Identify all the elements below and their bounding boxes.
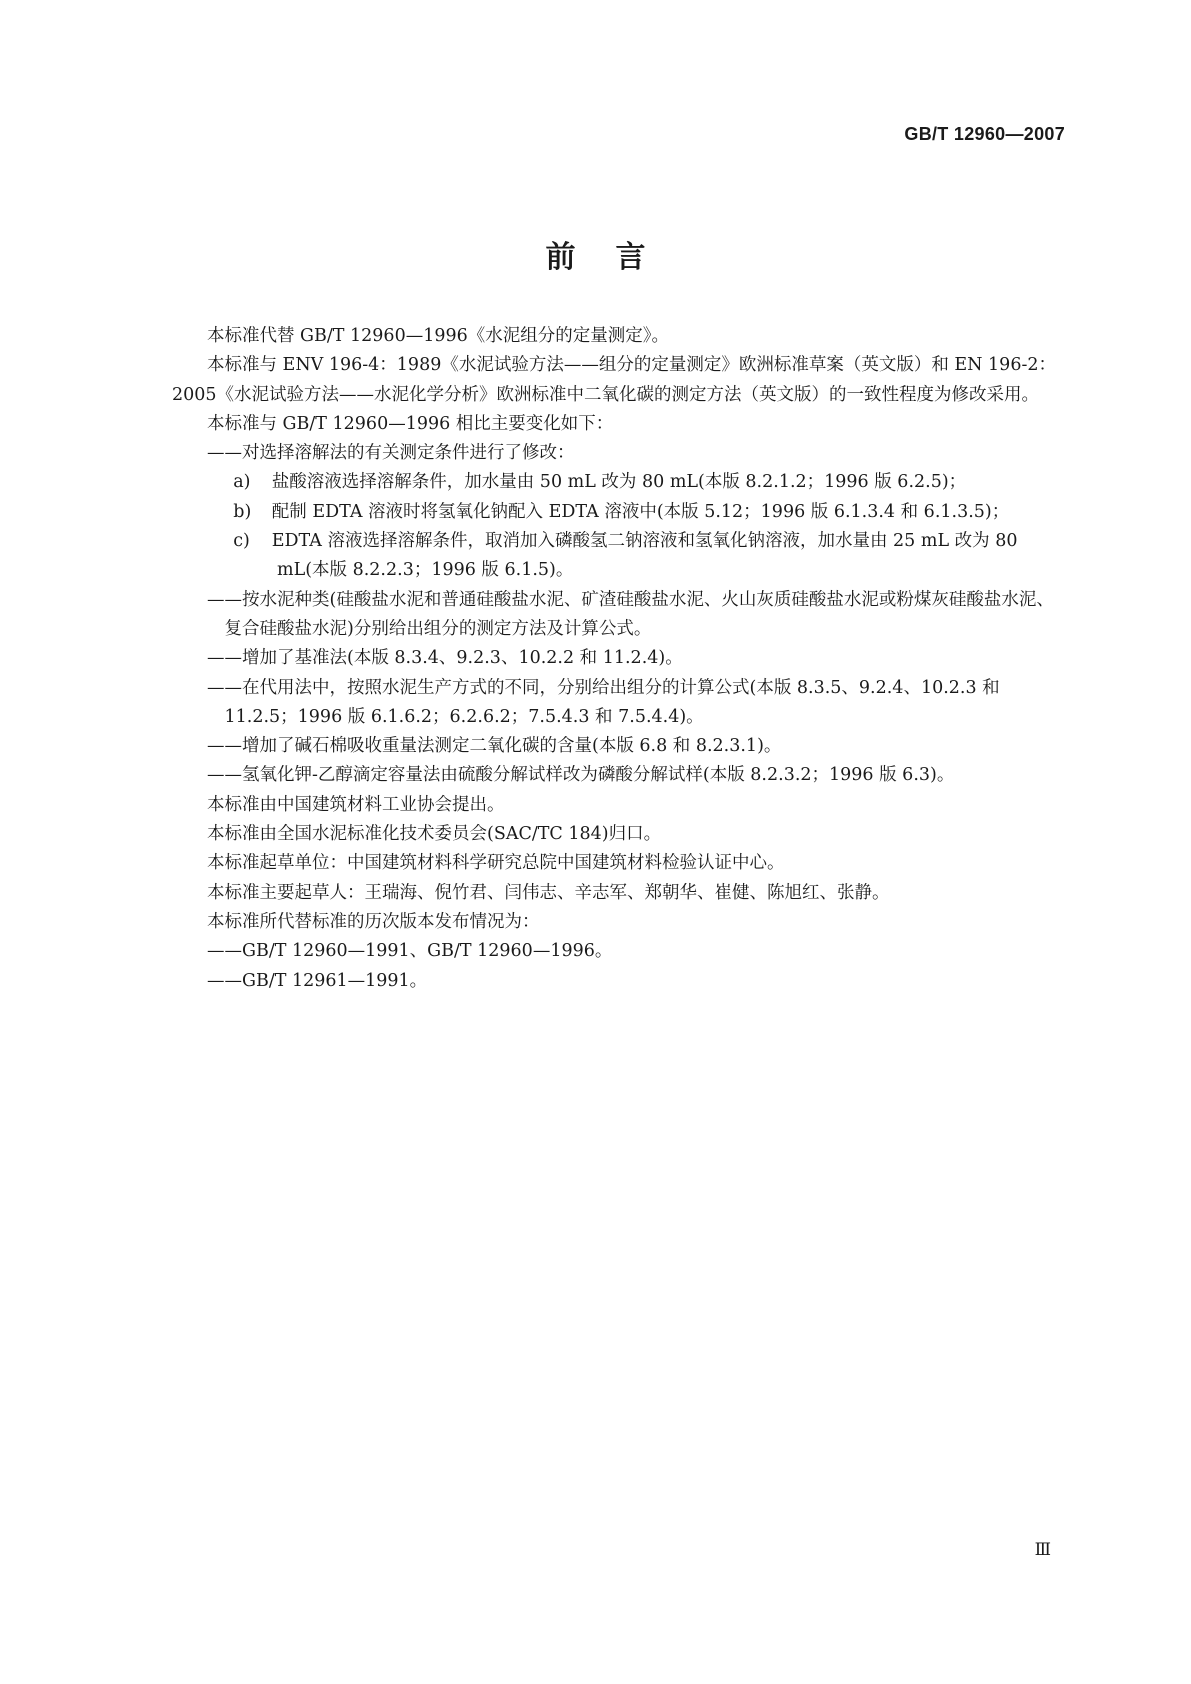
paragraph-proposer: 本标准由中国建筑材料工业协会提出。 — [207, 794, 505, 815]
change-item: ——增加了碱石棉吸收重量法测定二氧化碳的含量(本版 6.8 和 8.2.3.1)。 — [207, 736, 782, 757]
history-item: ——GB/T 12961—1991。 — [207, 970, 428, 991]
change-item: ——按水泥种类(硅酸盐水泥和普通硅酸盐水泥、矿渣硅酸盐水泥、火山灰质硅酸盐水泥或粉煤灰硅酸盐水泥、复合硅酸盐水泥)分别给出组分的测定方法及计算公式。 — [207, 589, 1054, 639]
paragraph-adoption: 本标准与 ENV 196-4：1989《水泥试验方法——组分的定量测定》欧洲标准草案（英文版）和 EN 196-2：2005《水泥试验方法——水泥化学分析》欧洲标准中二氧化碳的测定方法（英文版）的一致性程度为修改采用。 — [172, 355, 1056, 405]
history-item: ——GB/T 12960—1991、GB/T 12960—1996。 — [207, 941, 613, 962]
change-item: ——氢氧化钾-乙醇滴定容量法由硫酸分解试样改为磷酸分解试样(本版 8.2.3.2；1996 版 6.3)。 — [207, 765, 955, 786]
paragraph-changes-intro: 本标准与 GB/T 12960—1996 相比主要变化如下： — [207, 413, 614, 434]
sub-item-text: 配制 EDTA 溶液时将氢氧化钠配入 EDTA 溶液中(本版 5.12；1996 版 6.1.3.4 和 6.1.3.5)； — [271, 501, 1010, 522]
paragraph-replaces: 本标准代替 GB/T 12960—1996《水泥组分的定量测定》。 — [207, 326, 669, 346]
sub-item — [172, 527, 1056, 586]
paragraph-drafters: 本标准主要起草人：王瑞海、倪竹君、闫伟志、辛志军、郑朝华、崔健、陈旭红、张静。 — [207, 882, 890, 903]
change-item: ——在代用法中，按照水泥生产方式的不同，分别给出组分的计算公式(本版 8.3.5、9.2.4、10.2.3 和 11.2.5；1996 版 6.1.6.2；6.2.6.2；7.5.4.3 和 7.5.4.4)。 — [207, 677, 1000, 727]
change-item: ——对选择溶解法的有关测定条件进行了修改： — [207, 443, 575, 464]
sub-item-marker: a) — [233, 472, 251, 493]
page-title: 前言 — [545, 240, 686, 275]
foreword-body — [172, 322, 1056, 996]
sub-item — [172, 498, 1056, 527]
change-item: ——增加了基准法(本版 8.3.4、9.2.3、10.2.2 和 11.2.4)。 — [207, 648, 683, 669]
standard-code: GB/T 12960—2007 — [904, 124, 1065, 144]
sub-item-text: 盐酸溶液选择溶解条件，加水量由 50 mL 改为 80 mL(本版 8.2.1.2；1996 版 6.2.5)； — [271, 472, 967, 493]
paragraph-drafting-unit: 本标准起草单位：中国建筑材料科学研究总院中国建筑材料检验认证中心。 — [207, 853, 785, 874]
paragraph-committee: 本标准由全国水泥标准化技术委员会(SAC/TC 184)归口。 — [207, 824, 662, 845]
page-number: Ⅲ — [1034, 1540, 1051, 1560]
sub-item-marker: b) — [233, 501, 252, 522]
sub-item-marker: c) — [233, 531, 250, 552]
sub-item — [172, 468, 1056, 497]
paragraph-history-intro: 本标准所代替标准的历次版本发布情况为： — [207, 911, 540, 932]
sub-item-text: EDTA 溶液选择溶解条件，取消加入磷酸氢二钠溶液和氢氧化钠溶液，加水量由 25 mL 改为 80 mL(本版 8.2.2.3；1996 版 6.1.5)。 — [271, 531, 1018, 581]
